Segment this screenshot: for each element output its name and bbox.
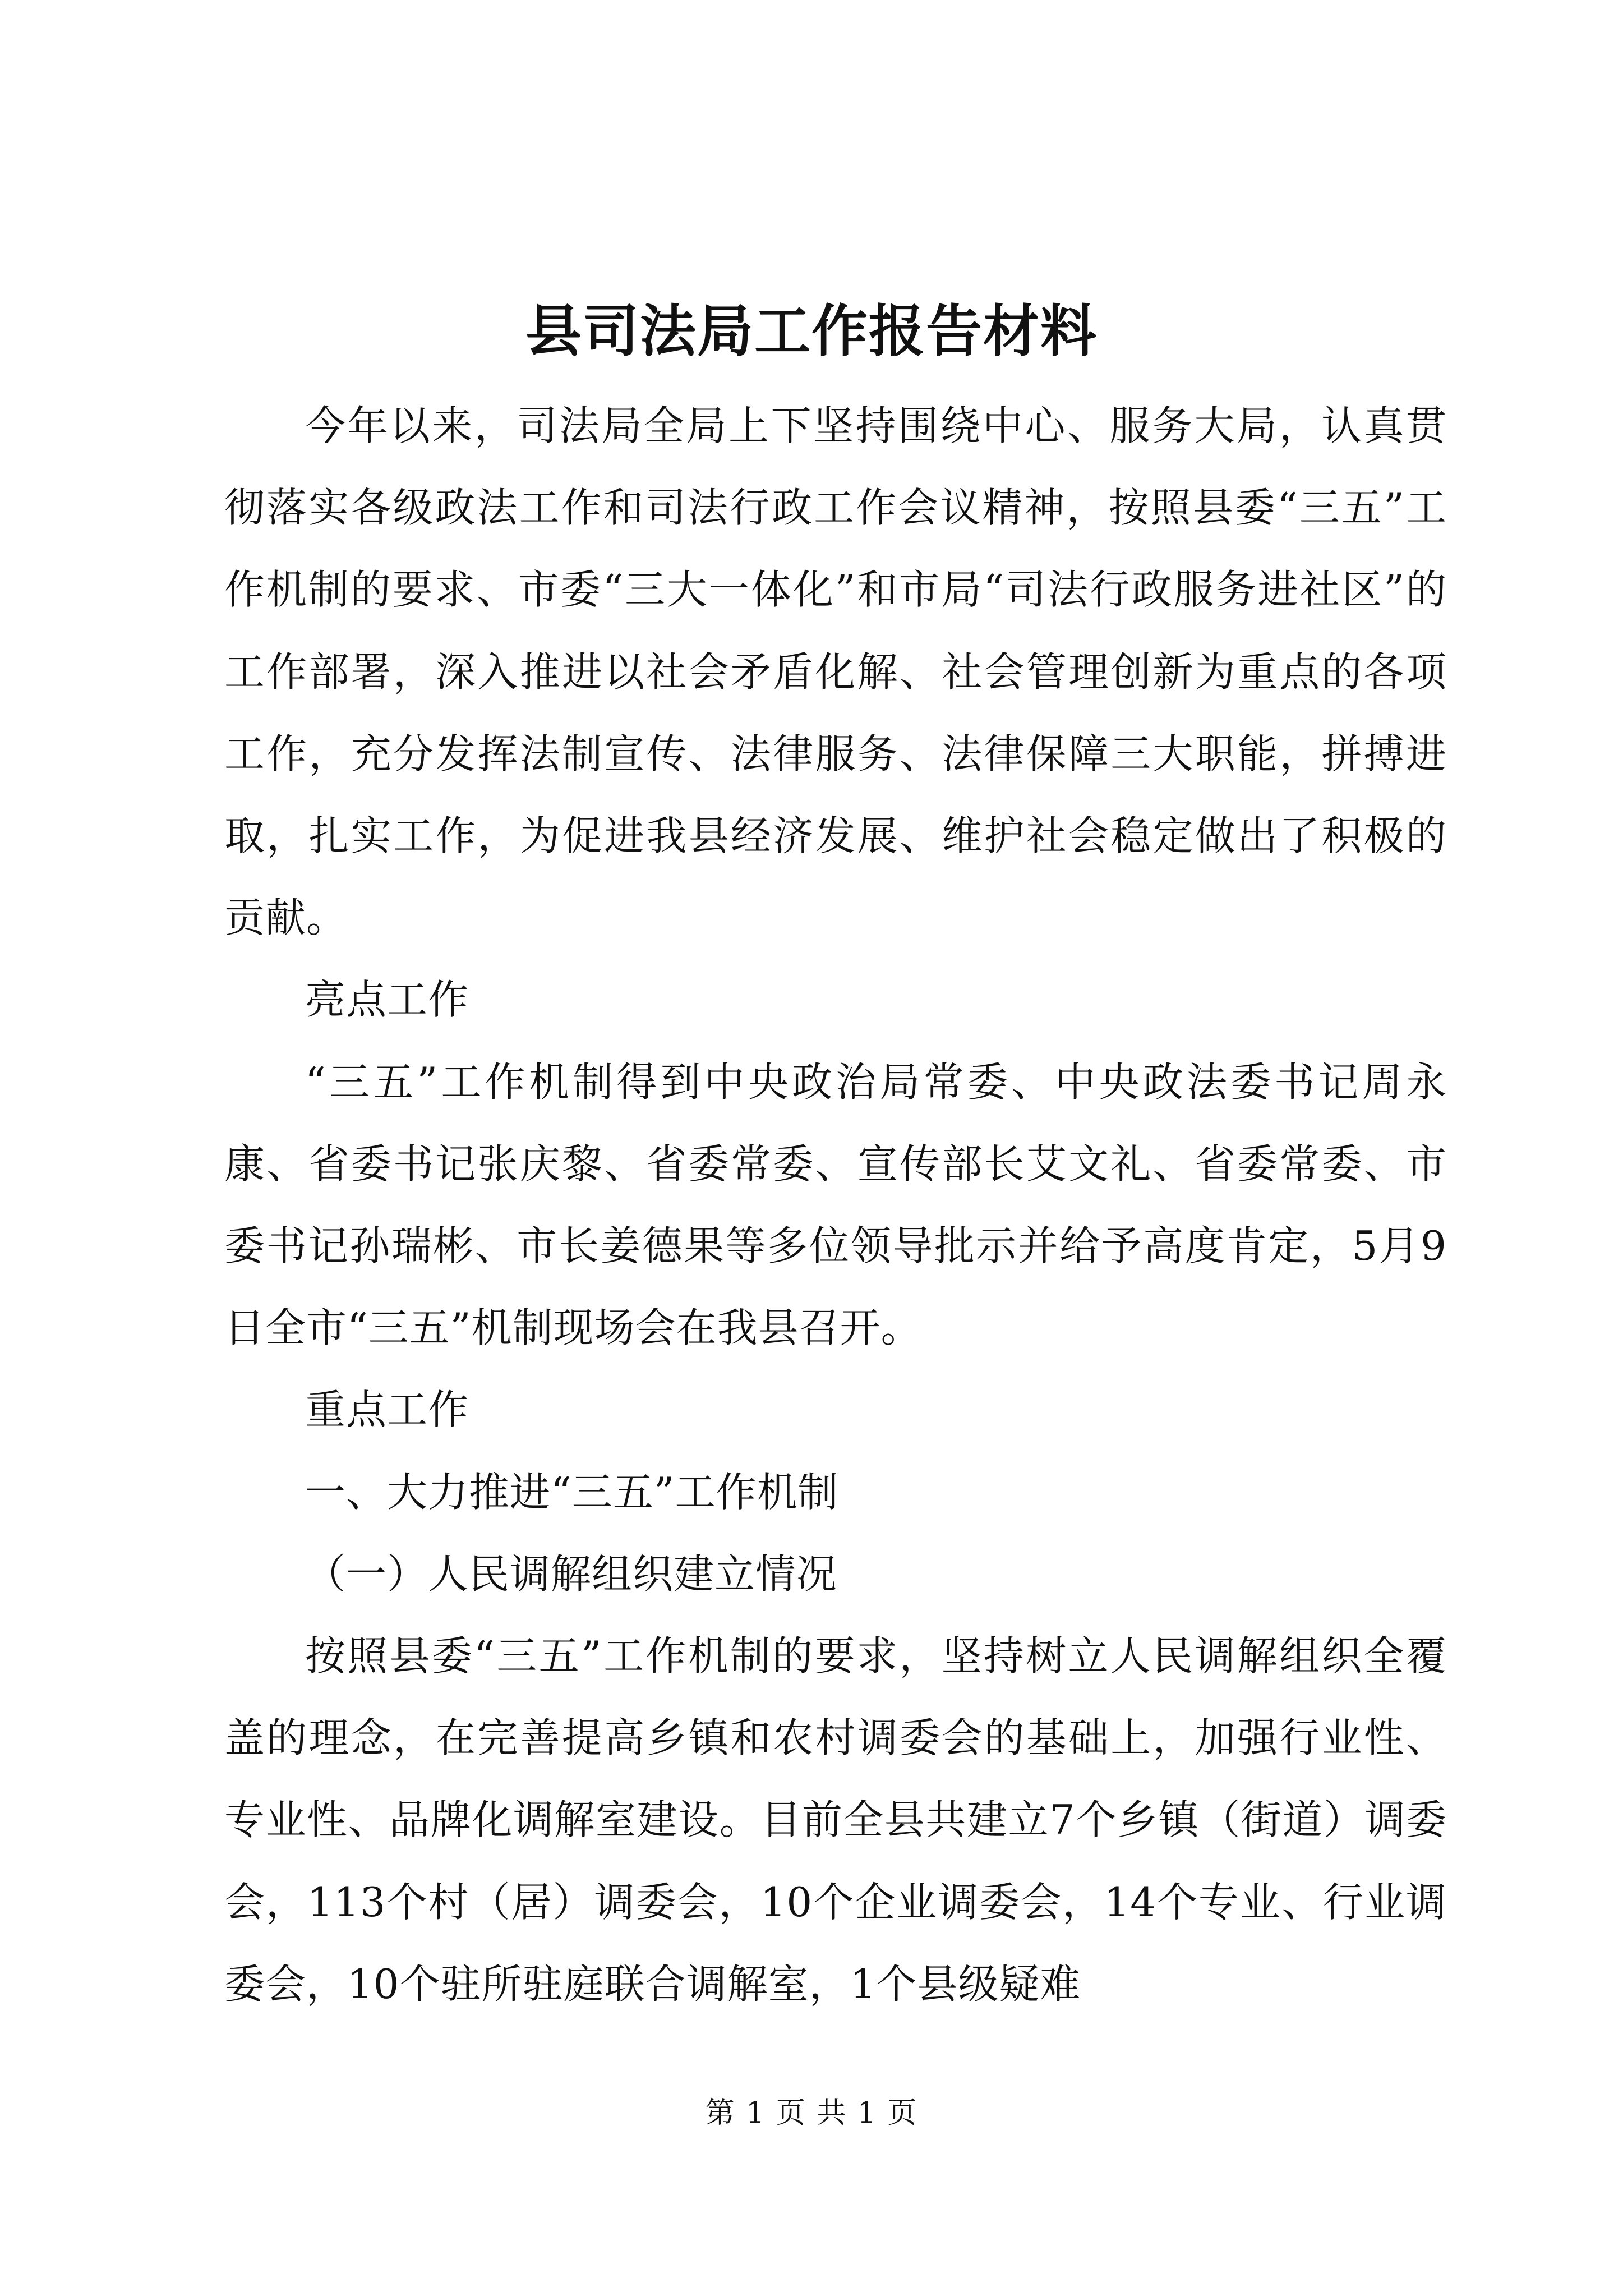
document-body: [224, 385, 1447, 2025]
paragraph-highlights: “三五”工作机制得到中央政治局常委、中央政法委书记周永康、省委书记张庆黎、省委常委、宣传部长艾文礼、省委常委、市委书记孙瑞彬、市长姜德果等多位领导批示并给予高度肯定，5月9日全市“三五”机制现场会在我县召开。: [224, 1058, 1447, 1352]
document-title: 县司法局工作报告材料: [525, 298, 1098, 364]
section-heading-key-work: 重点工作: [305, 1386, 469, 1434]
subsection-heading-one-a: （一）人民调解组织建立情况: [305, 1550, 838, 1598]
paragraph-intro: 今年以来，司法局全局上下坚持围绕中心、服务大局，认真贯彻落实各级政法工作和司法行政工作会议精神，按照县委“三五”工作机制的要求、市委“三大一体化”和市局“司法行政服务进社区”的工作部署，深入推进以社会矛盾化解、社会管理创新为重点的各项工作，充分发挥法制宣传、法律服务、法律保障三大职能，拼搏进取，扎实工作，为促进我县经济发展、维护社会稳定做出了积极的贡献。: [224, 402, 1447, 942]
section-heading-highlights: 亮点工作: [305, 976, 469, 1024]
paragraph-mediation: 按照县委“三五”工作机制的要求，坚持树立人民调解组织全覆盖的理念，在完善提高乡镇和农村调委会的基础上，加强行业性、专业性、品牌化调解室建设。目前全县共建立7个乡镇（街道）调委会，113个村（居）调委会，10个企业调委会，14个专业、行业调委会，10个驻所驻庭联合调解室，1个县级疑难: [224, 1632, 1447, 2008]
page-number-label: 第 1 页 共 1 页: [705, 2096, 918, 2130]
subsection-heading-one: 一、大力推进“三五”工作机制: [305, 1468, 839, 1516]
page-footer: [0, 2093, 1623, 2133]
